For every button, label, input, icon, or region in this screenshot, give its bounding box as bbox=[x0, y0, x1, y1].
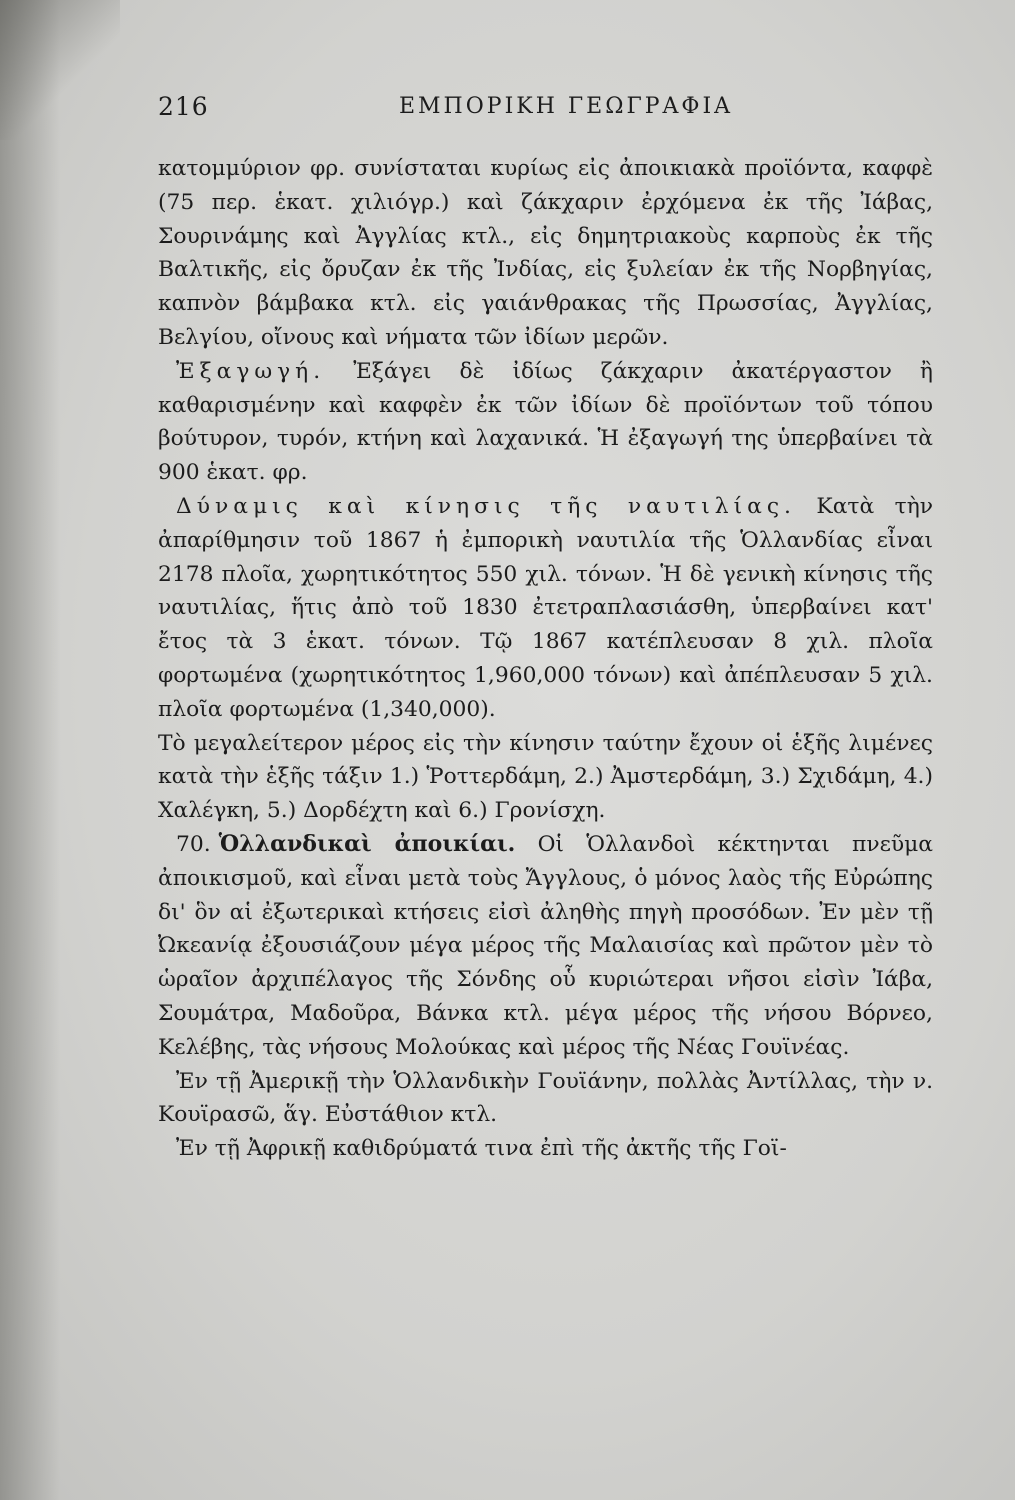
section-number: 70. bbox=[176, 831, 211, 857]
paragraph-ports: Τὸ μεγαλείτερον μέρος εἰς τὴν κίνησιν ταύτην ἔχουν οἱ ἑξῆς λιμένες κατὰ τὴν ἑξῆς τάξιν 1.) Ῥοττερδάμη, 2.) Ἀμστερδάμη, 3.) Σχιδάμη, 4.) Χαλέγκη, 5.) Δορδέχτη καὶ 6.) Γρονίσχη. bbox=[158, 730, 933, 824]
page-corner-shadow bbox=[0, 0, 120, 140]
paragraph-colonies bbox=[158, 828, 933, 1065]
paragraph-america: Ἐν τῇ Ἀμερικῇ τὴν Ὁλλανδικὴν Γουϊάνην, πολλὰς Ἀντίλλας, τὴν ν. Κουϊρασῶ, ἅγ. Εὐστάθιον κτλ. bbox=[158, 1068, 933, 1128]
running-title: ΕΜΠΟΡΙΚΗ ΓΕΩΓΡΑΦΙΑ bbox=[398, 94, 734, 119]
page-header bbox=[152, 92, 940, 132]
paragraph-africa: Ἐν τῇ Ἀφρικῇ καθιδρύματά τινα ἐπὶ τῆς ἀκτῆς τῆς Γοϊ- bbox=[176, 1136, 787, 1162]
navigation-text: Κατὰ τὴν ἀπαρίθμησιν τοῦ 1867 ἡ ἐμπορικὴ ναυτιλία τῆς Ὁλλανδίας εἶναι 2178 πλοῖα, χωρητικότητος 550 χιλ. τόνων. Ἡ δὲ γενικὴ κίνησις τῆς ναυτιλίας, ἥτις ἀπὸ τοῦ 1830 ἐτετραπλασιάσθη, ὑπερβαίνει κατ' ἔτος τὰ 3 ἑκατ. τόνων. Τῷ 1867 κατέπλευσαν 8 χιλ. πλοῖα φορτωμένα (χωρητικότητος 1,960,000 τόνων) καὶ ἀπέπλευσαν 5 χιλ. πλοῖα φορτωμένα (1,340,000). bbox=[158, 493, 934, 722]
page-number: 216 bbox=[158, 92, 209, 121]
paragraph-exports bbox=[158, 355, 933, 490]
page-edge-shadow bbox=[0, 0, 60, 1500]
section-title: Ὁλλανδικαὶ ἀποικίαι. bbox=[218, 830, 516, 857]
colonies-text: Οἱ Ὁλλανδοὶ κέκτηνται πνεῦμα ἀποικισμοῦ, καὶ εἶναι μετὰ τοὺς Ἄγγλους, ὁ μόνος λαὸς τῆς Εὐρώπης δι' ὃν αἱ ἐξωτερικαὶ κτήσεις εἰσὶ ἀληθὴς πηγὴ προσόδων. Ἐν μὲν τῇ Ὠκεανίᾳ ἐξουσιάζουν μέγα μέρος τῆς Μαλαισίας καὶ πρῶτον μὲν τὸ ὡραῖον ἀρχιπέλαγος τῆς Σόνδης οὗ κυριώτεραι νῆσοι εἰσὶν Ἰάβα, Σουμάτρα, Μαδοῦρα, Βάνκα κτλ. μέγα μέρος τῆς νήσου Βόρνεο, Κελέβης, τὰς νήσους Μολούκας καὶ μέρος τῆς Νέας Γουϊνέας. bbox=[158, 831, 933, 1060]
paragraph-imports: κατομμύριον φρ. συνίσταται κυρίως εἰς ἀποικιακὰ προϊόντα, καφφὲ (75 περ. ἑκατ. χιλιόγρ.) καὶ ζάκχαριν ἐρχόμενα ἐκ τῆς Ἰάβας, Σουρινάμης καὶ Ἀγγλίας κτλ., εἰς δημητριακοὺς καρποὺς ἐκ τῆς Βαλτικῆς, εἰς ὄρυζαν ἐκ τῆς Ἰνδίας, εἰς ξυλείαν ἐκ τῆς Νορβηγίας, καπνὸν βάμβακα κτλ. εἰς γαιάνθρακας τῆς Πρωσσίας, Ἀγγλίας, Βελγίου, οἴνους καὶ νήματα τῶν ἰδίων μερῶν. bbox=[158, 156, 933, 350]
body-text bbox=[158, 152, 933, 1166]
exports-heading: Ἐξαγωγή. bbox=[176, 358, 326, 384]
exports-text: Ἐξάγει δὲ ἰδίως ζάκχαριν ἀκατέργαστον ἢ καθαρισμένην καὶ καφφὲν ἐκ τῶν ἰδίων δὲ προϊόντων τοῦ τόπου βούτυρον, τυρόν, κτήνη καὶ λαχανικά. Ἡ ἐξαγωγή της ὑπερβαίνει τὰ 900 ἑκατ. φρ. bbox=[158, 358, 933, 486]
paragraph-navigation bbox=[158, 490, 933, 727]
navigation-heading: Δύναμις καὶ κίνησις τῆς ναυτιλίας. bbox=[176, 493, 796, 519]
